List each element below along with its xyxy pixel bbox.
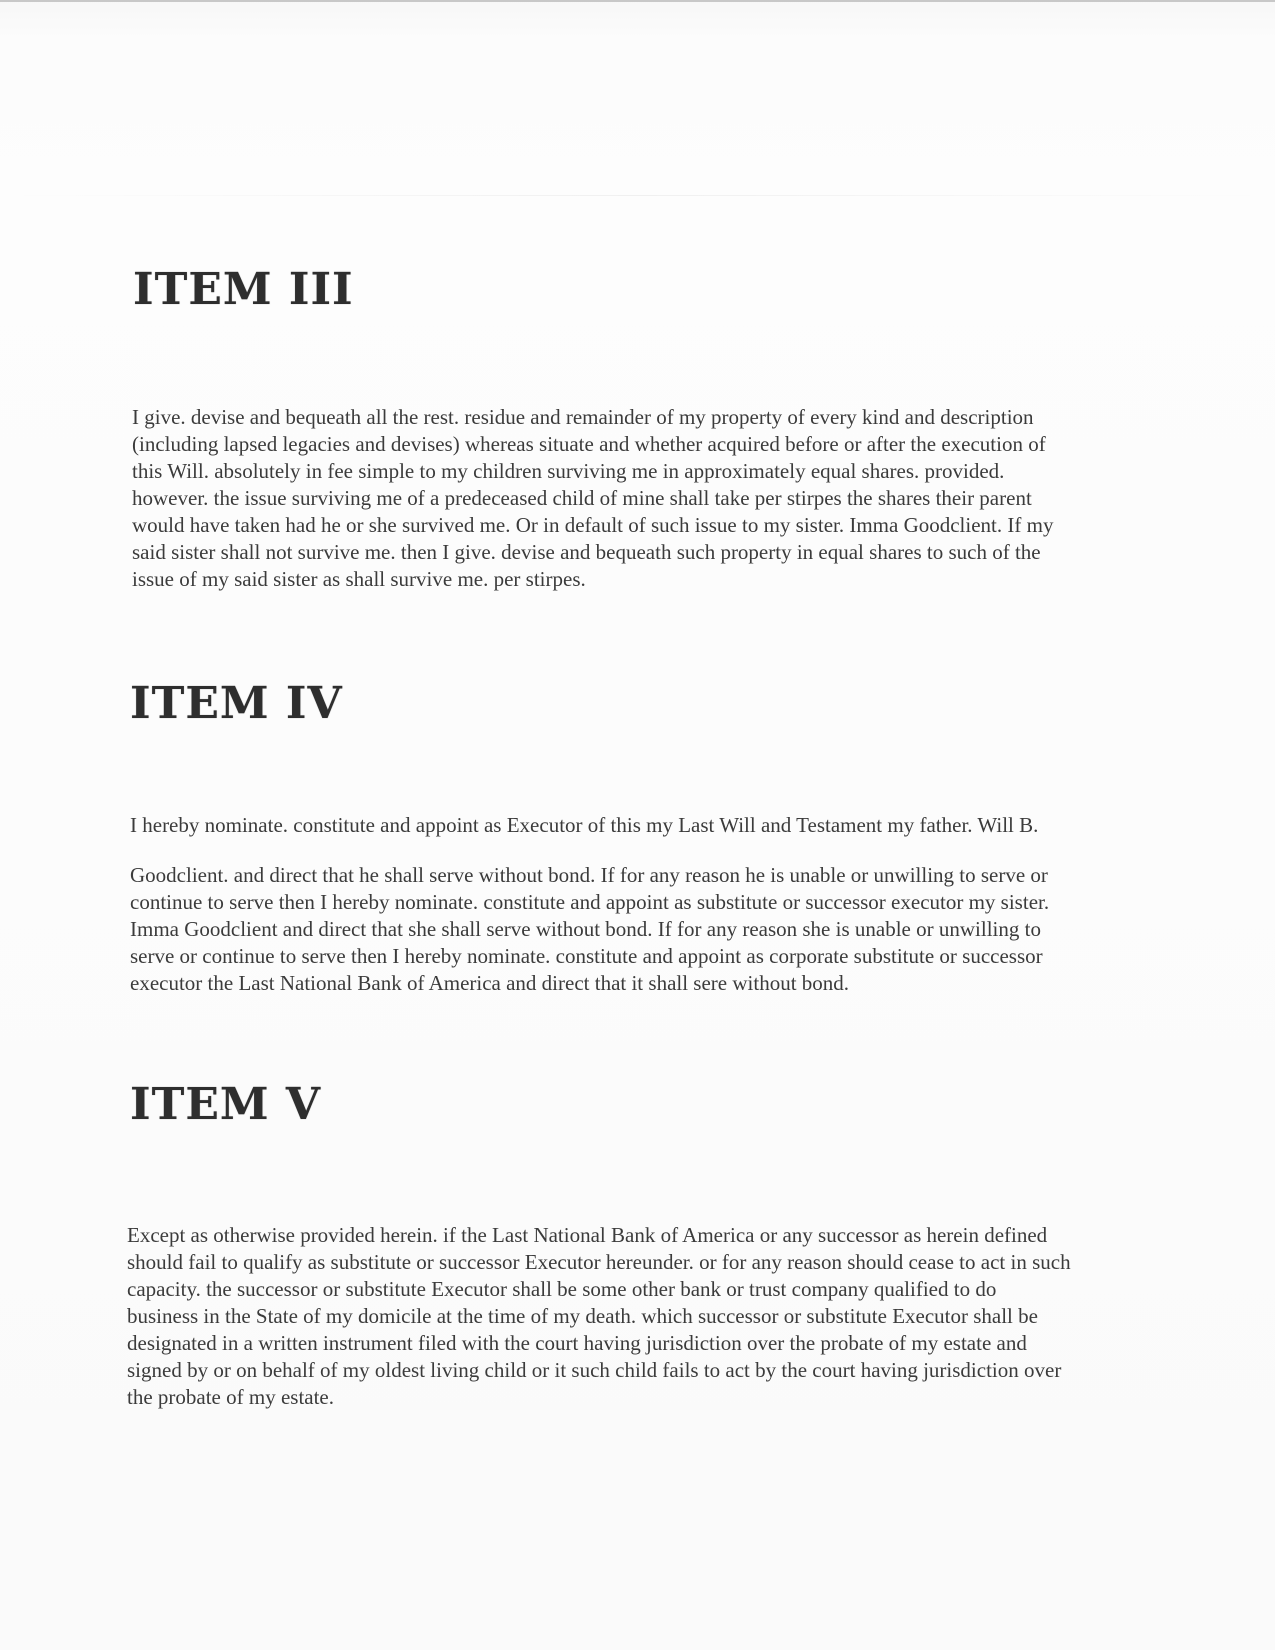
- item-iv-heading: ITEM IV: [130, 678, 343, 729]
- item-iv-line-3: continue to serve then I hereby nominate. constitute and appoint as substitute or successor executor my sister.: [130, 890, 1050, 914]
- item-iv-line-6: executor the Last National Bank of America and direct that it shall sere without bond.: [130, 971, 850, 995]
- item-iii-line-4: however. the issue surviving me of a predeceased child of mine shall take per stirpes the shares their parent: [132, 486, 1032, 510]
- item-iii-line-3: this Will. absolutely in fee simple to my children surviving me in approximately equal shares. provided.: [132, 459, 1005, 483]
- item-iv-first-line: [130, 812, 1210, 839]
- item-v-line-6: signed by or on behalf of my oldest living child or it such child fails to act by the court having jurisdiction over: [127, 1358, 1062, 1382]
- item-v-heading: ITEM V: [130, 1079, 322, 1130]
- item-v-line-3: capacity. the successor or substitute Executor shall be some other bank or trust company qualified to do: [127, 1277, 997, 1301]
- item-iv-line-4: Imma Goodclient and direct that she shall serve without bond. If for any reason she is unable or unwilling to: [130, 917, 1041, 941]
- item-iii-line-1: I give. devise and bequeath all the rest. residue and remainder of my property of every kind and description: [132, 405, 1034, 429]
- item-v-line-2: should fail to qualify as substitute or successor Executor hereunder. or for any reason should cease to act in such: [127, 1250, 1071, 1274]
- item-iii-heading: ITEM III: [133, 264, 354, 315]
- item-iii-line-6: said sister shall not survive me. then I give. devise and bequeath such property in equal shares to such of the: [132, 540, 1041, 564]
- item-v-paragraph: [127, 1222, 1217, 1411]
- item-iii-line-7: issue of my said sister as shall survive me. per stirpes.: [132, 567, 586, 591]
- item-v-line-1: Except as otherwise provided herein. if the Last National Bank of America or any successor as herein defined: [127, 1223, 1048, 1247]
- scan-artifact-line: [0, 195, 1275, 196]
- item-v-line-7: the probate of my estate.: [127, 1385, 335, 1409]
- item-iii-paragraph: [132, 404, 1212, 593]
- item-iii-line-2: (including lapsed legacies and devises) whereas situate and whether acquired before or after the execution of: [132, 432, 1046, 456]
- item-iv-line-2: Goodclient. and direct that he shall serve without bond. If for any reason he is unable or unwilling to serve or: [130, 863, 1048, 887]
- item-iv-line-1: I hereby nominate. constitute and appoint as Executor of this my Last Will and Testament my father. Will B.: [130, 813, 1039, 837]
- item-v-line-5: designated in a written instrument filed with the court having jurisdiction over the probate of my estate and: [127, 1331, 1027, 1355]
- item-iv-line-5: serve or continue to serve then I hereby nominate. constitute and appoint as corporate substitute or successor: [130, 944, 1043, 968]
- item-iv-paragraph: [130, 862, 1210, 997]
- item-iii-line-5: would have taken had he or she survived me. Or in default of such issue to my sister. Imma Goodclient. If my: [132, 513, 1054, 537]
- page-top-edge: [0, 0, 1275, 2]
- item-v-line-4: business in the State of my domicile at the time of my death. which successor or substitute Executor shall be: [127, 1304, 1038, 1328]
